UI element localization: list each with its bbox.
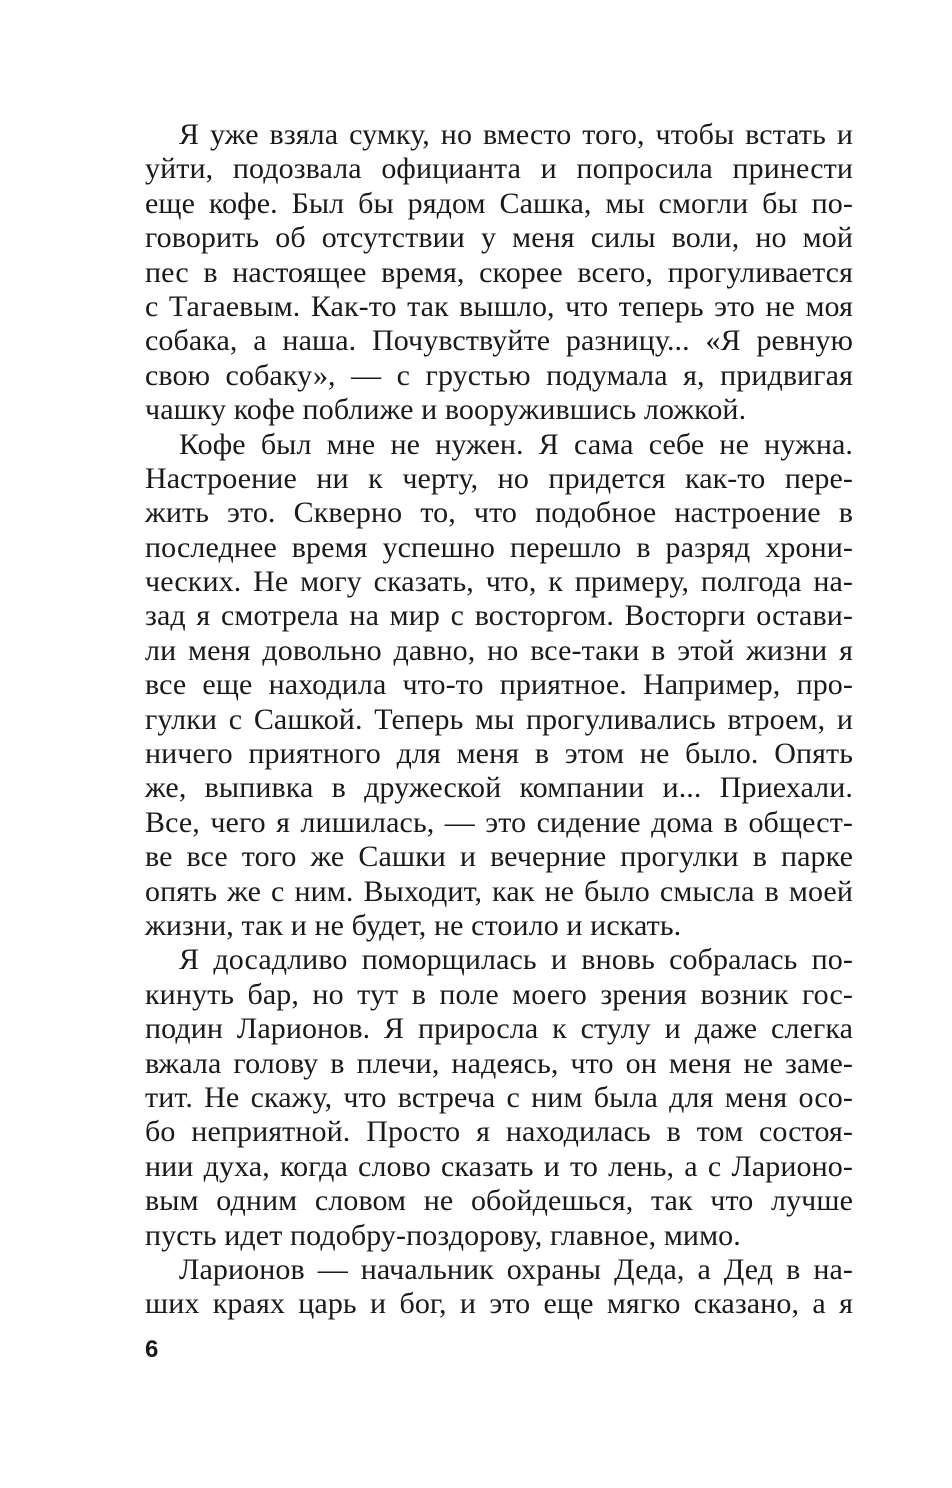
text-line: свою собаку», — с грустью подумала я, придвигая <box>145 358 853 392</box>
text-line: Все, чего я лишилась, — это сидение дома в общест- <box>145 805 853 839</box>
text-line: Настроение ни к черту, но придется как-то пере- <box>145 461 853 495</box>
text-line: ли меня довольно давно, но все-таки в этой жизни я <box>145 633 853 667</box>
text-line: кинуть бар, но тут в поле моего зрения возник гос- <box>145 977 853 1011</box>
body-text <box>145 118 853 1322</box>
text-line: еще кофе. Был бы рядом Сашка, мы смогли бы по- <box>145 186 853 220</box>
text-line: ничего приятного для меня в этом не было. Опять <box>145 737 853 771</box>
text-line: Я уже взяла сумку, но вместо того, чтобы встать и <box>179 118 853 151</box>
text-line: жизни, так и не будет, не стоило и искать. <box>145 908 682 942</box>
text-line: зад я смотрела на мир с восторгом. Восторги остави- <box>145 599 853 633</box>
text-line: все еще находила что-то приятное. Например, про- <box>145 668 853 702</box>
text-line: пес в настоящее время, скорее всего, прогуливается <box>145 255 853 289</box>
paragraph <box>145 1253 853 1322</box>
text-line: вжала голову в плечи, надеясь, что он меня не заме- <box>145 1046 853 1080</box>
text-line: ве все того же Сашки и вечерние прогулки в парке <box>145 840 853 874</box>
text-line: Кофе был мне не нужен. Я сама себе не нужна. <box>179 427 853 461</box>
text-line: вым одним словом не обойдешься, так что лучше <box>145 1184 853 1218</box>
text-line: гулки с Сашкой. Теперь мы прогуливались втроем, и <box>145 702 853 736</box>
text-line: собака, а наша. Почувствуйте разницу... «Я ревную <box>145 324 853 358</box>
paragraph <box>145 428 853 944</box>
text-line: Я досадливо поморщилась и вновь собралась по- <box>179 943 853 977</box>
text-line: последнее время успешно перешло в разряд хрони- <box>145 530 853 564</box>
text-line: с Тагаевым. Как-то так вышло, что теперь это не моя <box>145 289 853 323</box>
paragraph <box>145 118 853 428</box>
text-line: жить это. Скверно то, что подобное настроение в <box>145 496 853 530</box>
text-line: подин Ларионов. Я приросла к стулу и даже слегка <box>145 1012 853 1046</box>
text-line: бо неприятной. Просто я находилась в том состоя- <box>145 1115 853 1149</box>
paragraph <box>145 943 853 1253</box>
text-line: пусть идет подобру-поздорову, главное, мимо. <box>145 1218 741 1252</box>
text-line: Ларионов — начальник охраны Деда, а Дед в на- <box>179 1252 853 1286</box>
text-line: ших краях царь и бог, и это еще мягко сказано, а я <box>145 1287 853 1321</box>
text-line: опять же с ним. Выходит, как не было смысла в моей <box>145 874 853 908</box>
text-line: говорить об отсутствии у меня силы воли, но мой <box>145 221 853 255</box>
text-line: нии духа, когда слово сказать и то лень, а с Ларионо- <box>145 1149 853 1183</box>
text-line: же, выпивка в дружеской компании и... Приехали. <box>145 771 853 805</box>
text-line: уйти, подозвала официанта и попросила принести <box>145 152 853 186</box>
text-line: ческих. Не могу сказать, что, к примеру, полгода на- <box>145 565 853 599</box>
page-number: 6 <box>145 1336 159 1363</box>
text-line: чашку кофе поближе и вооружившись ложкой. <box>145 393 747 427</box>
text-line: тит. Не скажу, что встреча с ним была для меня осо- <box>145 1080 853 1114</box>
